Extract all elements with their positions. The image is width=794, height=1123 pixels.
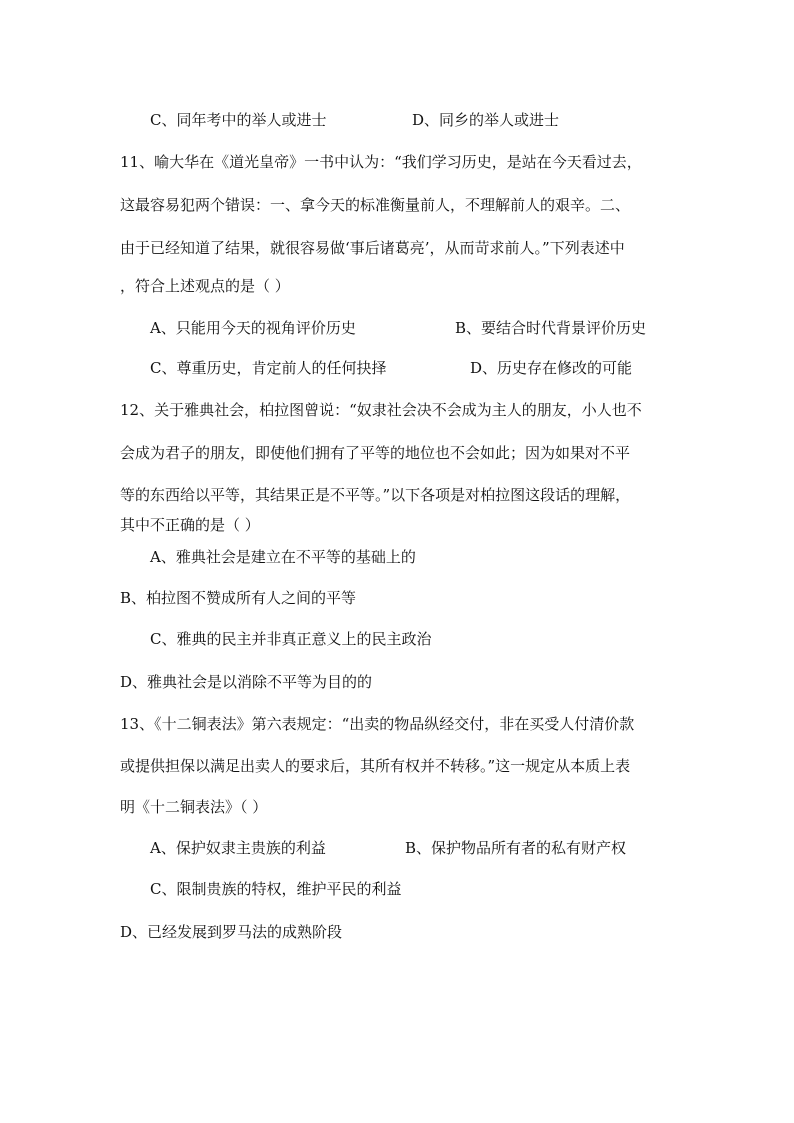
q13-stem-line1: 13、《十二铜表法》第六表规定：“出卖的物品纵经交付，非在买受人付清价款 <box>120 715 635 733</box>
q11-stem-line4: ，符合上述观点的是（ ） <box>120 277 290 295</box>
q12-option-c: C、雅典的民主并非真正意义上的民主政治 <box>150 630 432 648</box>
q12-option-b: B、柏拉图不赞成所有人之间的平等 <box>120 589 357 607</box>
q13-option-a: A、保护奴隶主贵族的利益 <box>150 839 326 857</box>
q12-option-d: D、雅典社会是以消除不平等为目的的 <box>120 673 373 691</box>
q11-stem-line3: 由于已经知道了结果，就很容易做‘事后诸葛亮’，从而苛求前人。”下列表述中 <box>120 239 625 257</box>
q12-option-a: A、雅典社会是建立在不平等的基础上的 <box>150 548 416 566</box>
q11-option-a: A、只能用今天的视角评价历史 <box>150 319 356 337</box>
q12-stem-line1: 12、关于雅典社会，柏拉图曾说：“奴隶社会决不会成为主人的朋友，小人也不 <box>120 401 642 419</box>
q13-stem-line2: 或提供担保以满足出卖人的要求后，其所有权并不转移。”这一规定从本质上表 <box>120 757 631 775</box>
q10-option-d: D、同乡的举人或进士 <box>412 111 560 129</box>
q12-stem-line4: 其中不正确的是（ ） <box>120 516 260 534</box>
q11-option-b: B、要结合时代背景评价历史 <box>455 319 647 337</box>
q13-option-d: D、已经发展到罗马法的成熟阶段 <box>120 923 343 941</box>
q11-option-d: D、历史存在修改的可能 <box>470 359 633 377</box>
q13-option-b: B、保护物品所有者的私有财产权 <box>405 839 627 857</box>
q13-stem-line3: 明《十二铜表法》（ ） <box>120 798 268 816</box>
q13-option-c: C、限制贵族的特权，维护平民的利益 <box>150 880 402 898</box>
q11-option-c: C、尊重历史，肯定前人的任何抉择 <box>150 359 387 377</box>
q12-stem-line2: 会成为君子的朋友，即使他们拥有了平等的地位也不会如此；因为如果对不平 <box>120 444 631 462</box>
q12-stem-line3: 等的东西给以平等，其结果正是不平等。”以下各项是对柏拉图这段话的理解， <box>120 486 631 504</box>
q11-stem-line2: 这最容易犯两个错误：一、拿今天的标准衡量前人，不理解前人的艰辛。二、 <box>120 196 631 214</box>
q10-option-c: C、同年考中的举人或进士 <box>150 111 327 129</box>
q11-stem-line1: 11、喻大华在《道光皇帝》一书中认为：“我们学习历史，是站在今天看过去， <box>120 153 642 171</box>
